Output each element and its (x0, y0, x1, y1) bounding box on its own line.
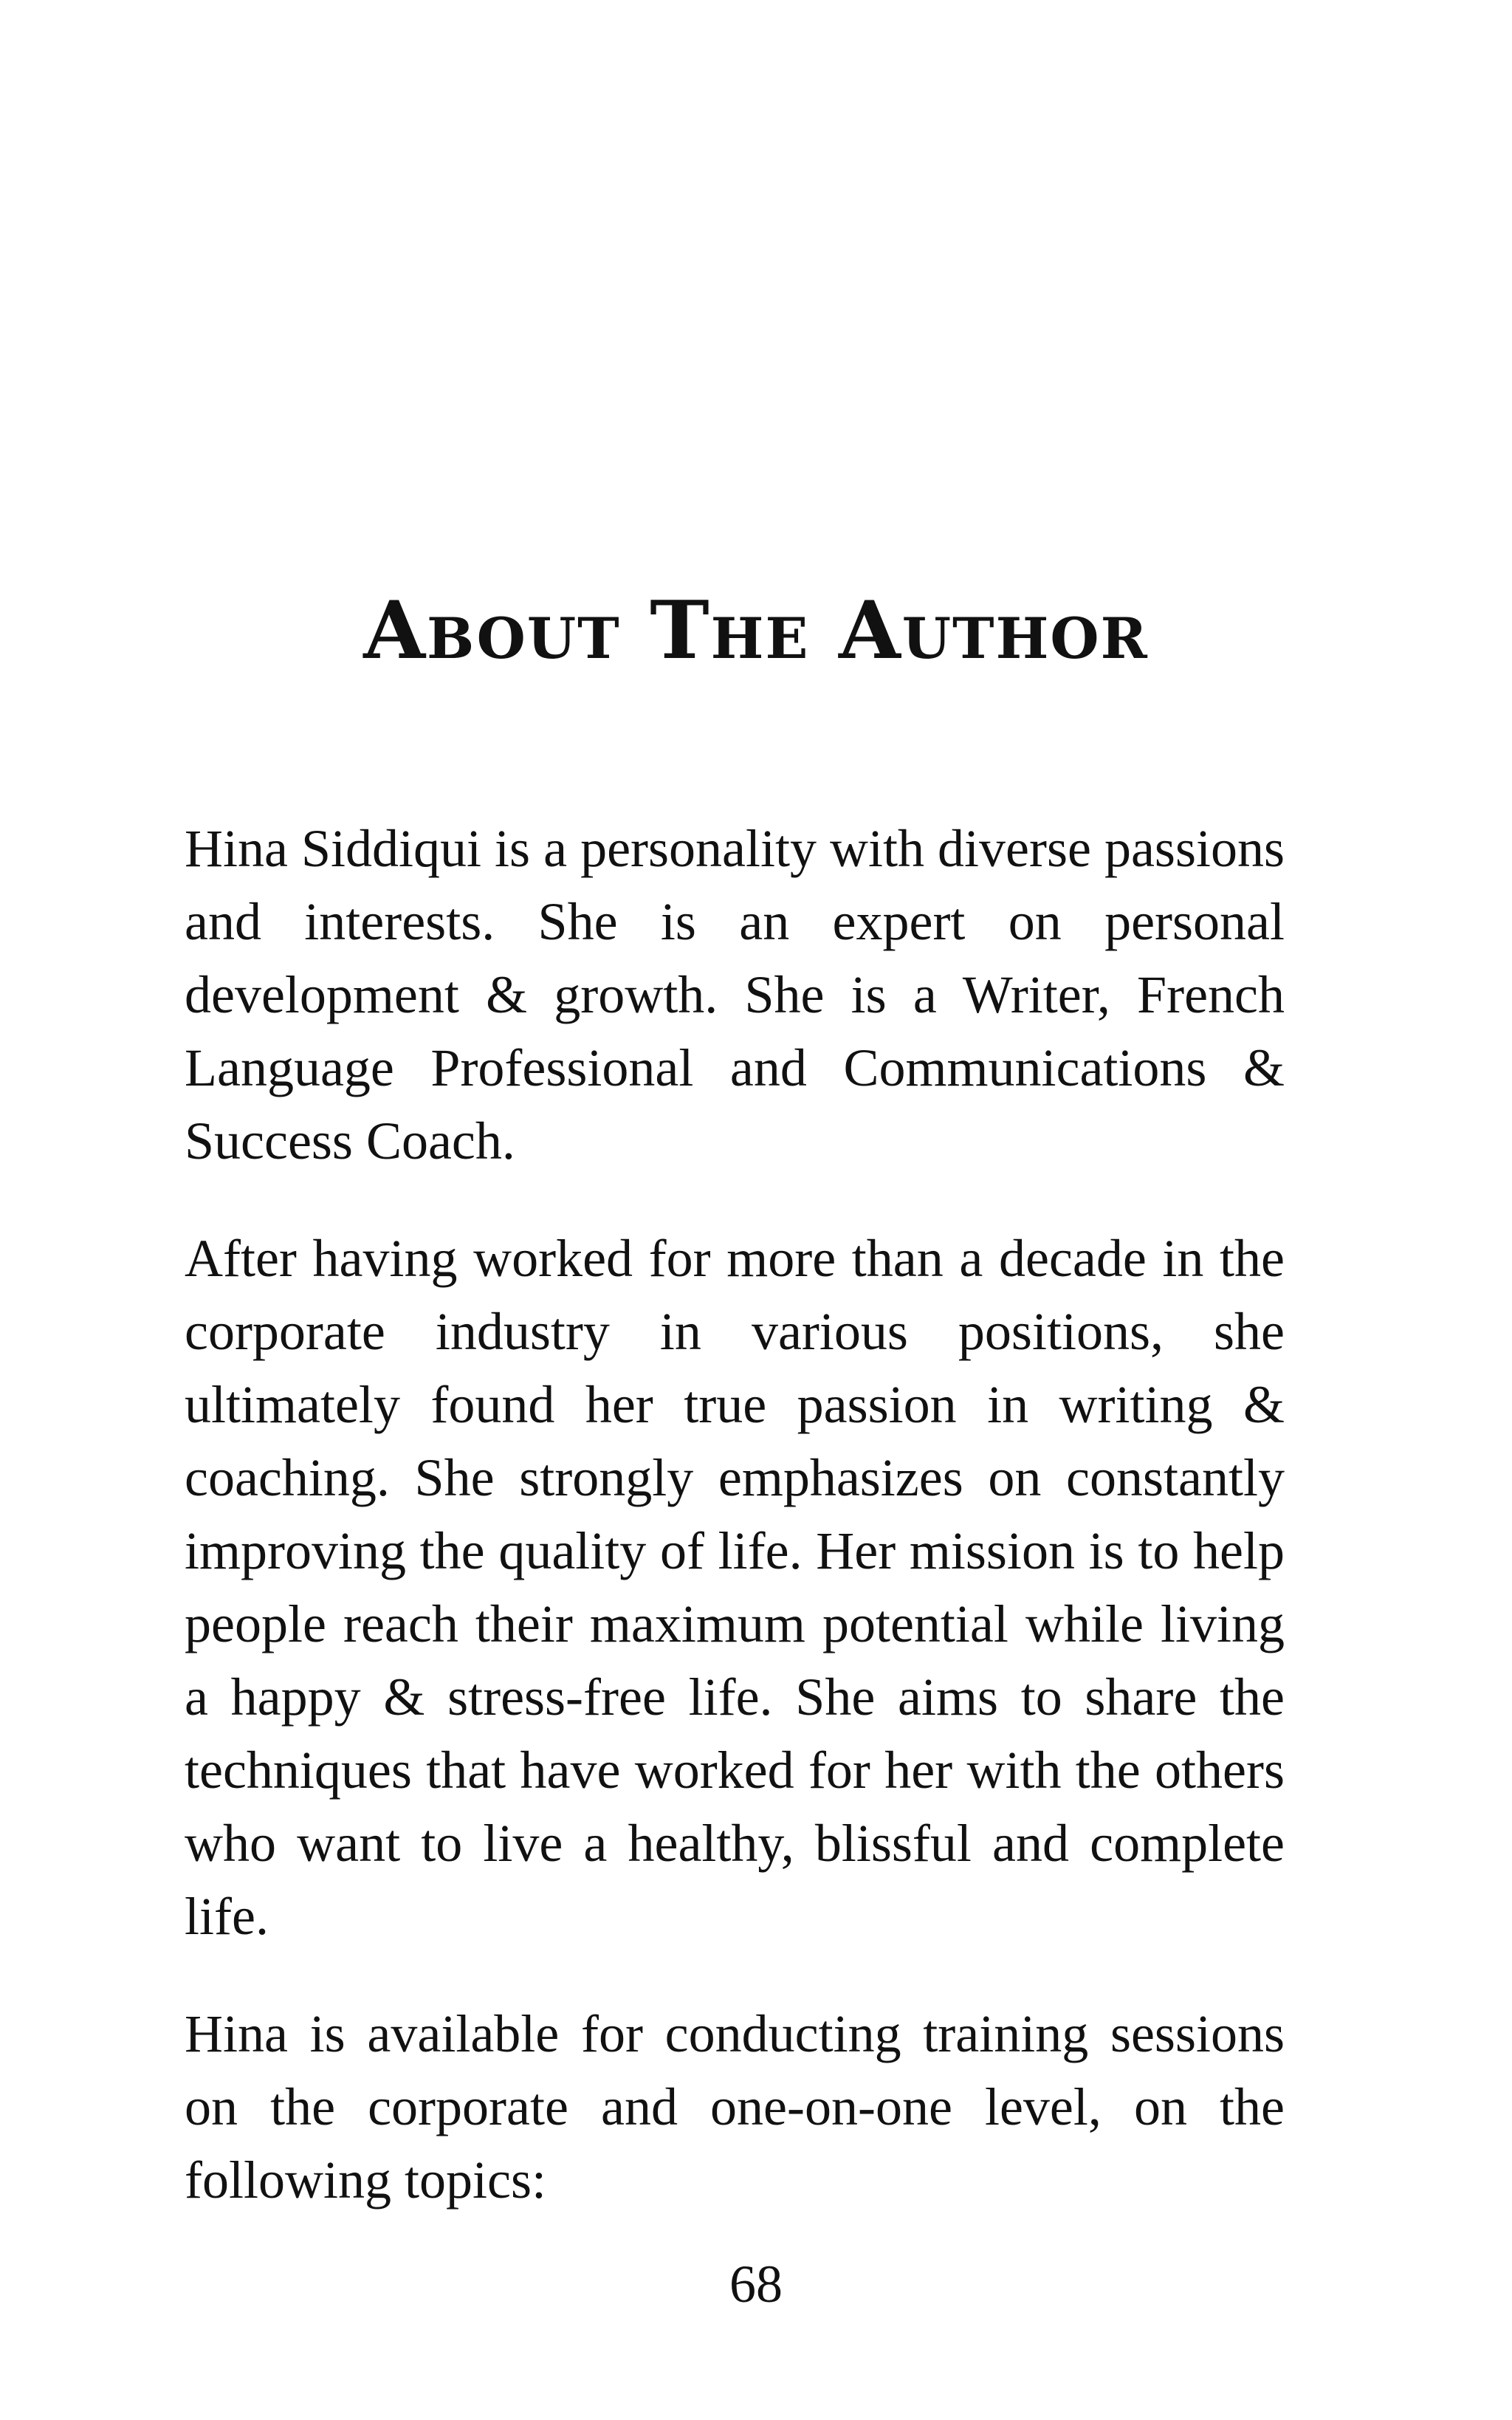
page-number: 68 (729, 2255, 783, 2314)
paragraph-1: Hina Siddiqui is a personality with diverse passions and interests. She is an expert on personal development & growth. She is a Writer, French Language Professional and Communications & Success Coach. (185, 819, 1285, 1170)
chapter-body (185, 812, 1285, 2261)
chapter-title: About The Author (363, 584, 1149, 677)
paragraph-3: Hina is available for conducting training sessions on the corporate and one-on-one level, on the following topics: (185, 2004, 1285, 2210)
paragraph-2: After having worked for more than a decade in the corporate industry in various positions, she ultimately found her true passion in writing & coaching. She strongly emphasizes on constantly improving the quality of life. Her mission is to help people reach their maximum potential while living a happy & stress-free life. She aims to share the techniques that have worked for her with the others who want to live a healthy, blissful and complete life. (185, 1229, 1285, 1946)
